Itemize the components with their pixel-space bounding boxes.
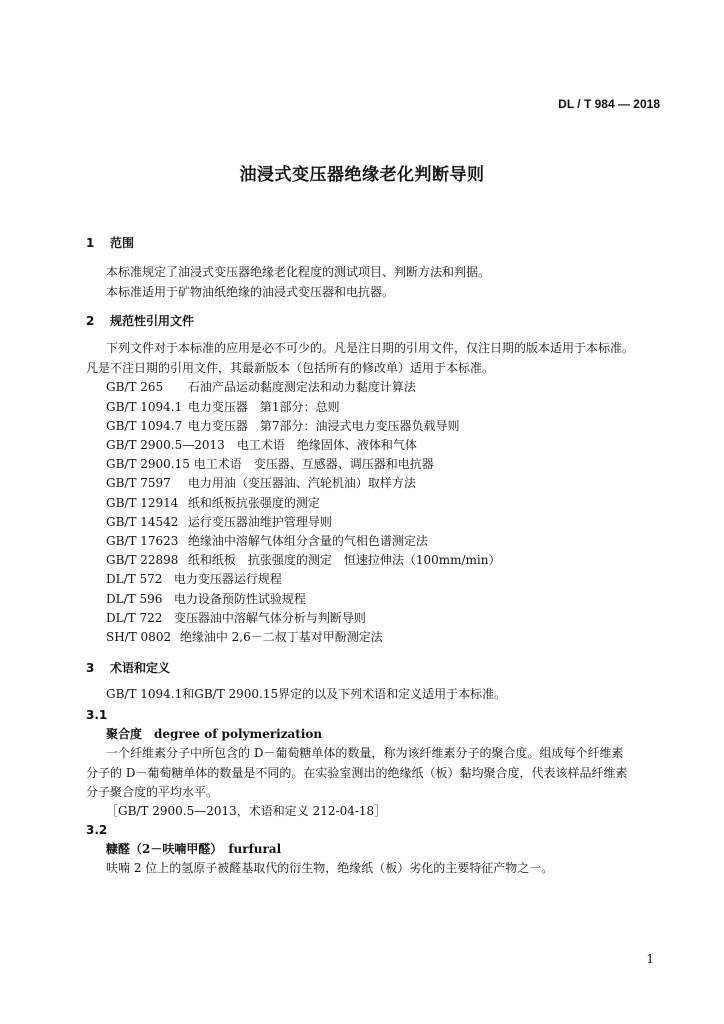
reference-item	[106, 572, 282, 586]
reference-code: GB/T 1094.7	[106, 419, 183, 433]
term-chinese: 聚合度	[106, 727, 143, 741]
reference-title: 变压器油中溶解气体分析与判断导则	[173, 611, 366, 625]
reference-code: DL/T 596	[106, 592, 163, 606]
reference-item	[106, 611, 366, 625]
term-chinese: 糠醛（2－呋喃甲醛）	[106, 842, 217, 856]
paragraph: GB/T 1094.1和GB/T 2900.15界定的以及下列术语和定义适用于本标准。	[106, 687, 507, 701]
reference-item	[106, 534, 428, 548]
term-number: 3.2	[86, 823, 108, 837]
reference-item	[106, 457, 434, 471]
reference-code: GB/T 2900.5—2013	[106, 438, 225, 452]
section-number: 1	[86, 236, 95, 250]
definition-text: 呋喃 2 位上的氢原子被醛基取代的衍生物，绝缘纸（板）劣化的主要特征产物之一。	[106, 861, 554, 875]
reference-title: 电力变压器 第1部分：总则	[187, 400, 340, 414]
reference-item	[106, 400, 339, 414]
reference-code: GB/T 2900.15	[106, 457, 190, 471]
reference-item	[106, 496, 320, 510]
term-english: furfural	[228, 842, 282, 856]
section-3-heading	[86, 661, 170, 675]
page-number: 1	[646, 952, 654, 966]
reference-code: GB/T 17623	[106, 534, 179, 548]
reference-title: 纸和纸板抗张强度的测定	[187, 496, 320, 510]
reference-item	[106, 592, 306, 606]
reference-code: GB/T 7597	[106, 476, 171, 490]
section-number: 2	[86, 314, 95, 328]
term-english: degree of polymerization	[154, 727, 323, 741]
reference-item	[106, 553, 500, 567]
section-title: 规范性引用文件	[110, 314, 195, 328]
reference-title: 电力用油（变压器油、汽轮机油）取样方法	[187, 476, 416, 490]
reference-code: SH/T 0802	[106, 630, 172, 644]
paragraph: 本标准规定了油浸式变压器绝缘老化程度的测试项目、判断方法和判据。	[106, 265, 491, 279]
section-title: 范围	[110, 236, 135, 250]
paragraph: 凡是不注日期的引用文件，其最新版本（包括所有的修改单）适用于本标准。	[86, 361, 495, 375]
reference-title: 绝缘油中 2,6－二叔丁基对甲酚测定法	[179, 630, 383, 644]
reference-title: 电力变压器 第7部分：油浸式电力变压器负载导则	[187, 419, 460, 433]
definition-text: 一个纤维素分子中所包含的 D－葡萄糖单体的数量，称为该纤维素分子的聚合度。组成每个纤维素	[106, 746, 624, 760]
reference-item	[106, 515, 332, 529]
section-number: 3	[86, 661, 95, 675]
definition-source: ［GB/T 2900.5—2013，术语和定义 212-04-18］	[106, 804, 387, 818]
term-heading	[106, 842, 281, 856]
paragraph: 下列文件对于本标准的应用是必不可少的。凡是注日期的引用文件，仅注日期的版本适用于本标准。	[106, 341, 635, 355]
definition-text: 分子聚合度的平均水平。	[86, 785, 219, 799]
definition-text: 分子的 D－葡萄糖单体的数量是不同的。在实验室测出的绝缘纸（板）黏均聚合度，代表该样品纤维素	[86, 766, 628, 780]
section-title: 术语和定义	[110, 661, 171, 675]
reference-item	[106, 380, 416, 394]
reference-title: 运行变压器油维护管理导则	[187, 515, 332, 529]
reference-item	[106, 438, 417, 452]
paragraph: 本标准适用于矿物油纸绝缘的油浸式变压器和电抗器。	[106, 285, 395, 299]
reference-item	[106, 476, 416, 490]
reference-title: 电工术语 变压器、互感器、调压器和电抗器	[193, 457, 434, 471]
reference-code: DL/T 722	[106, 611, 163, 625]
reference-title: 电工术语 绝缘固体、液体和气体	[236, 438, 417, 452]
reference-title: 纸和纸板 抗张强度的测定 恒速拉伸法（100mm/min）	[187, 553, 501, 567]
reference-code: GB/T 14542	[106, 515, 179, 529]
term-number: 3.1	[86, 708, 108, 722]
reference-code: GB/T 1094.1	[106, 400, 183, 414]
standard-code: DL / T 984 — 2018	[558, 97, 660, 111]
term-heading	[106, 727, 322, 741]
reference-title: 绝缘油中溶解气体组分含量的气相色谱测定法	[187, 534, 428, 548]
reference-item	[106, 630, 383, 644]
section-2-heading	[86, 314, 194, 328]
document-title: 油浸式变压器绝缘老化判断导则	[239, 165, 485, 185]
reference-title: 石油产品运动黏度测定法和动力黏度计算法	[187, 380, 416, 394]
reference-code: GB/T 265	[106, 380, 164, 394]
reference-code: GB/T 12914	[106, 496, 179, 510]
reference-title: 电力变压器运行规程	[173, 572, 282, 586]
reference-title: 电力设备预防性试验规程	[173, 592, 306, 606]
reference-code: DL/T 572	[106, 572, 163, 586]
reference-code: GB/T 22898	[106, 553, 179, 567]
section-1-heading	[86, 236, 134, 250]
reference-item	[106, 419, 459, 433]
